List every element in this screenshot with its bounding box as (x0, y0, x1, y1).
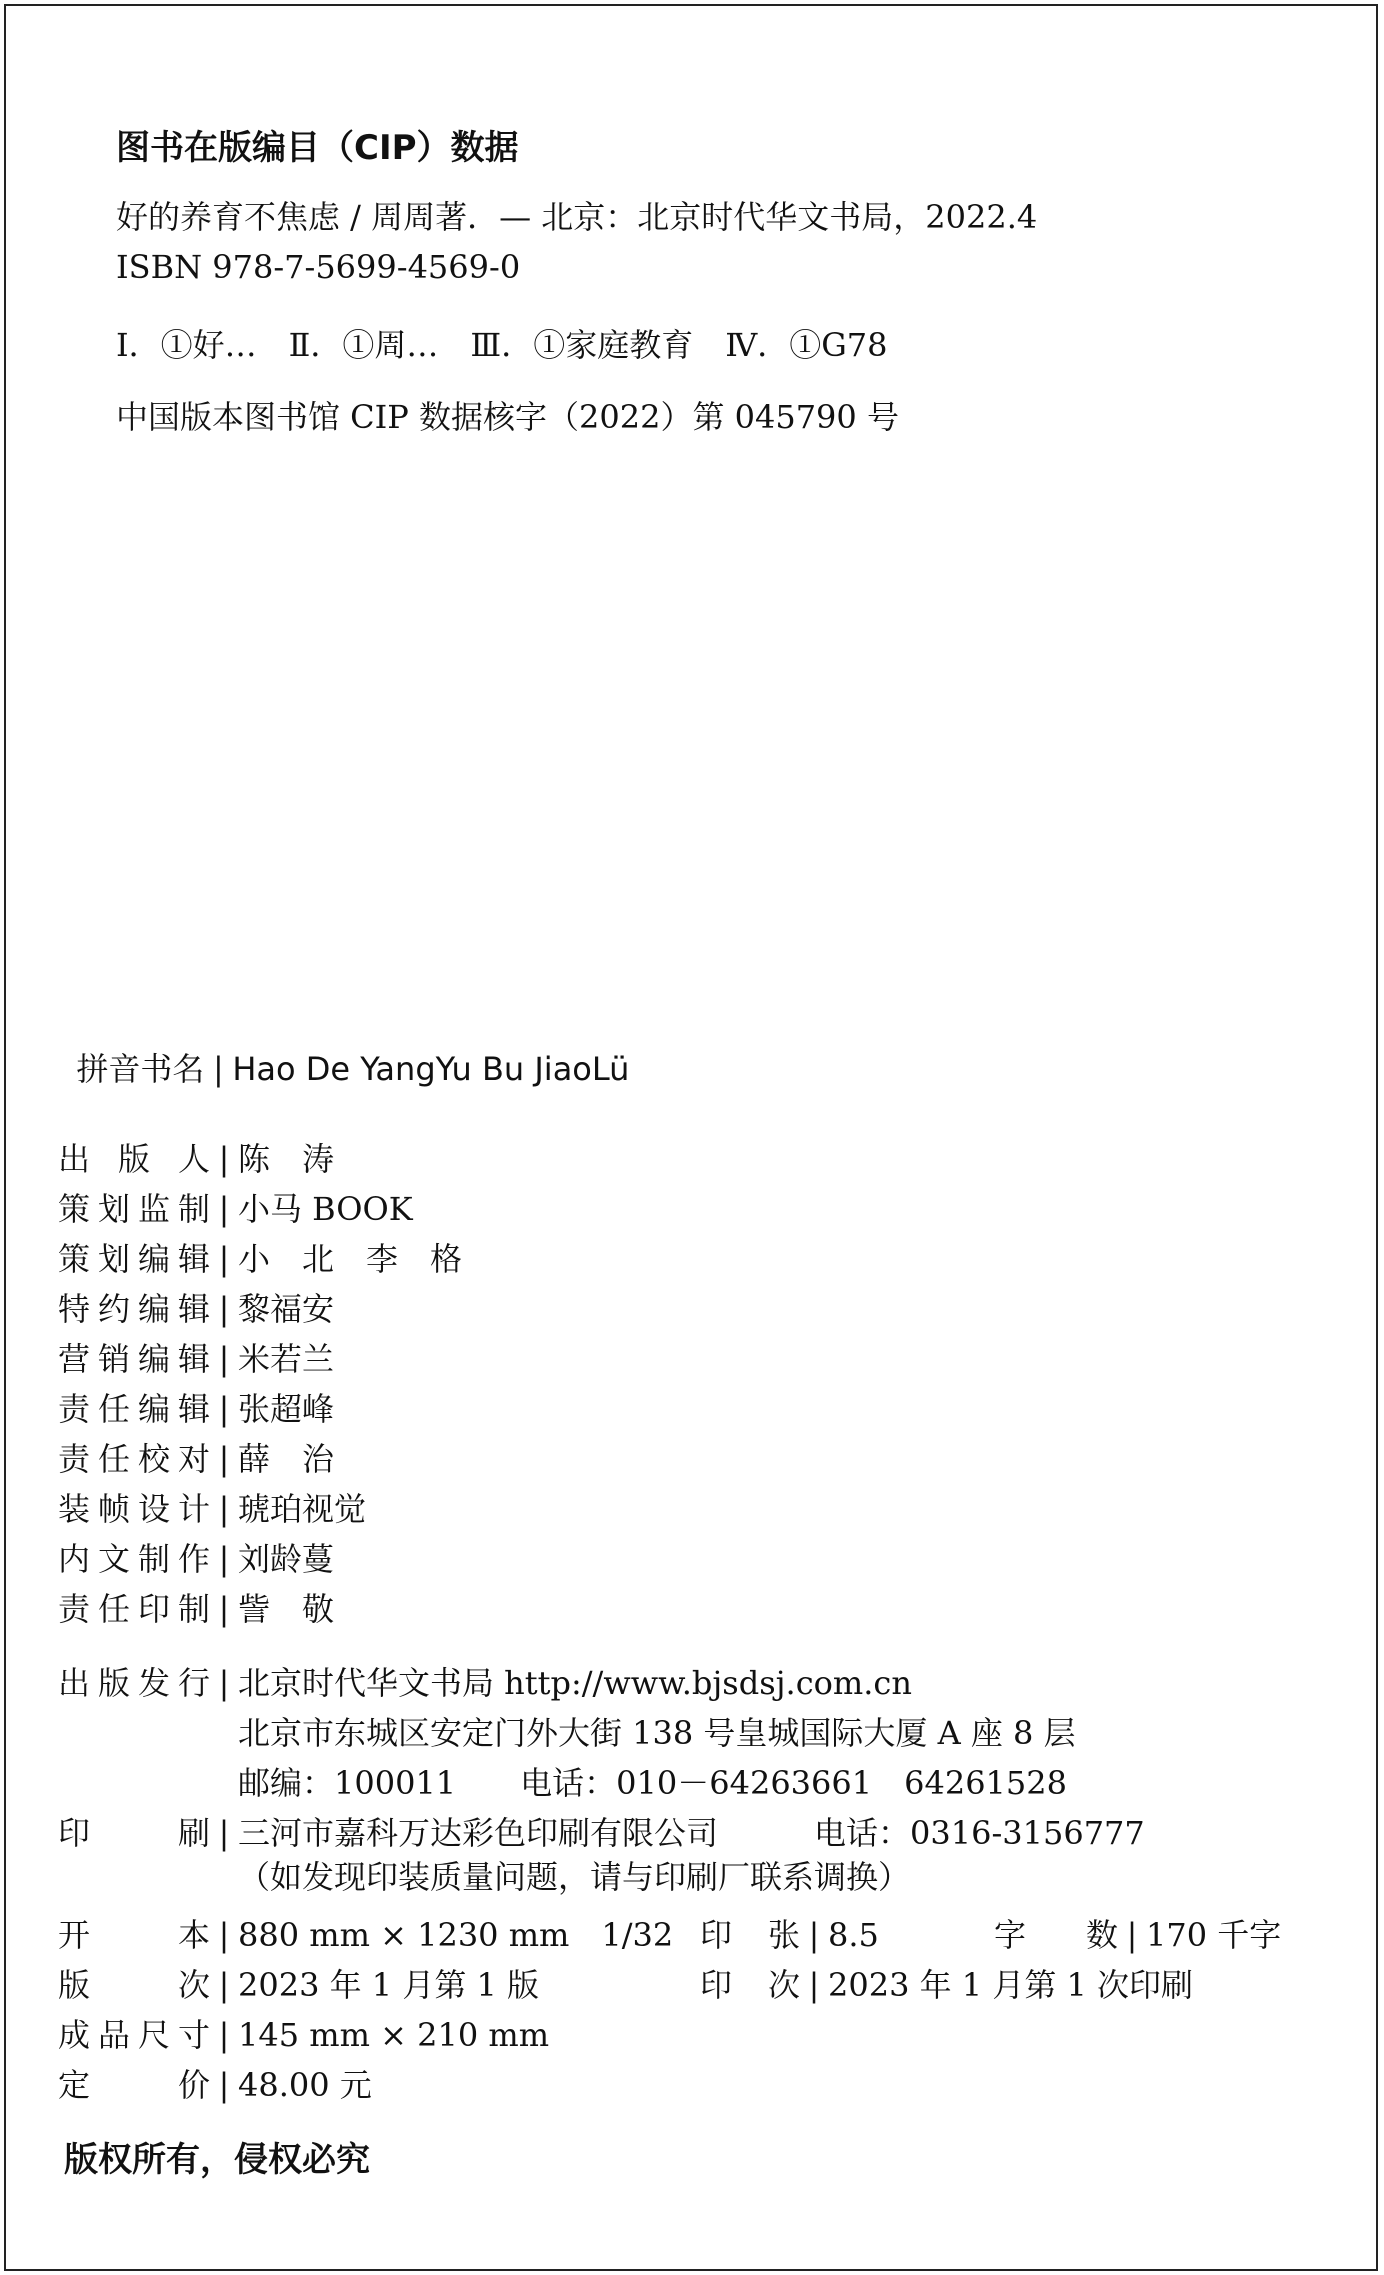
printer-line-1: 三河市嘉科万达彩色印刷有限公司 电话：0316-3156777 (238, 1814, 1145, 1852)
printer-row (58, 1808, 1145, 1854)
words-label: 字数 (994, 1916, 1118, 1954)
pinyin-value: Hao De YangYu Bu JiaoLü (232, 1050, 630, 1088)
publisher-line-1: 北京时代华文书局 http://www.bjsdsj.com.cn (238, 1664, 912, 1702)
separator: | (218, 1916, 230, 1954)
printer-label: 印刷 (58, 1814, 210, 1852)
credit-row (58, 1284, 334, 1330)
credit-label: 特约编辑 (58, 1290, 210, 1328)
credit-row (58, 1434, 334, 1480)
separator: | (218, 1590, 230, 1628)
credit-row (58, 1384, 334, 1430)
pinyin-label: 拼音书名 (76, 1050, 205, 1088)
format-value: 880 mm × 1230 mm 1/32 (238, 1916, 674, 1954)
separator: | (218, 1814, 230, 1852)
spec-row-words (994, 1910, 1281, 1956)
credit-label: 内文制作 (58, 1540, 210, 1578)
credit-label: 装帧设计 (58, 1490, 210, 1528)
separator: | (218, 2066, 230, 2104)
sheets-value: 8.5 (828, 1916, 879, 1954)
publisher-label: 出版发行 (58, 1664, 210, 1702)
credit-label: 责任校对 (58, 1440, 210, 1478)
separator: | (218, 2016, 230, 2054)
separator: | (218, 1190, 230, 1228)
size-label: 成品尺寸 (58, 2016, 210, 2054)
cip-classification: Ⅰ．①好… Ⅱ．①周… Ⅲ．①家庭教育 Ⅳ．①G78 (116, 326, 888, 364)
edition-value: 2023 年 1 月第 1 版 (238, 1966, 540, 2004)
credit-value: 小马 BOOK (238, 1190, 413, 1228)
impression-value: 2023 年 1 月第 1 次印刷 (828, 1966, 1194, 2004)
size-value: 145 mm × 210 mm (238, 2016, 550, 2054)
credit-value: 小 北 李 格 (238, 1240, 463, 1278)
separator: | (218, 1390, 230, 1428)
separator: | (218, 1290, 230, 1328)
edition-label: 版次 (58, 1966, 210, 2004)
credit-row (58, 1584, 334, 1630)
credit-value: 张超峰 (238, 1390, 335, 1428)
separator: | (218, 1664, 230, 1702)
credit-value: 琥珀视觉 (238, 1490, 367, 1528)
separator: | (218, 1440, 230, 1478)
credit-label: 责任印制 (58, 1590, 210, 1628)
credit-row (58, 1484, 366, 1530)
separator: | (218, 1490, 230, 1528)
cip-record-number: 中国版本图书馆 CIP 数据核字（2022）第 045790 号 (116, 398, 899, 436)
separator: | (808, 1966, 820, 2004)
credit-value: 訾 敬 (238, 1590, 335, 1628)
credit-value: 刘龄蔓 (238, 1540, 335, 1578)
credit-row (58, 1234, 462, 1280)
copyright-notice: 版权所有，侵权必究 (64, 2140, 370, 2180)
credit-value: 陈 涛 (238, 1140, 335, 1178)
cip-heading: 图书在版编目（CIP）数据 (116, 128, 519, 168)
format-label: 开本 (58, 1916, 210, 1954)
spec-row-sheets (700, 1910, 879, 1956)
publisher-row (58, 1658, 912, 1704)
credit-row (58, 1184, 413, 1230)
separator: | (218, 1140, 230, 1178)
spec-row-size (58, 2010, 549, 2056)
publisher-address: 北京市东城区安定门外大街 138 号皇城国际大厦 A 座 8 层 (238, 1714, 1076, 1752)
credit-row (58, 1134, 334, 1180)
cip-title-line: 好的养育不焦虑 / 周周著．— 北京：北京时代华文书局，2022.4 (116, 198, 1038, 236)
credit-value: 米若兰 (238, 1340, 335, 1378)
spec-row-impression (700, 1960, 1193, 2006)
separator: | (218, 1966, 230, 2004)
sheets-label: 印张 (700, 1916, 800, 1954)
price-label: 定价 (58, 2066, 210, 2104)
printer-note: （如发现印装质量问题，请与印刷厂联系调换） (238, 1858, 911, 1896)
credit-value: 黎福安 (238, 1290, 335, 1328)
words-value: 170 千字 (1146, 1916, 1282, 1954)
separator: | (218, 1340, 230, 1378)
credit-label: 营销编辑 (58, 1340, 210, 1378)
impression-label: 印次 (700, 1966, 800, 2004)
credit-row (58, 1534, 334, 1580)
credit-label: 责任编辑 (58, 1390, 210, 1428)
price-value: 48.00 元 (238, 2066, 372, 2104)
pinyin-title-row (56, 1006, 629, 1090)
spec-row-edition (58, 1960, 539, 2006)
spec-row-format (58, 1910, 673, 1956)
credit-label: 策划编辑 (58, 1240, 210, 1278)
separator: | (218, 1240, 230, 1278)
publisher-contact: 邮编：100011 电话：010－64263661 64261528 (238, 1764, 1067, 1802)
separator: | (808, 1916, 820, 1954)
separator: | (218, 1540, 230, 1578)
separator: | (1126, 1916, 1138, 1954)
credit-value: 薛 治 (238, 1440, 335, 1478)
spec-row-price (58, 2060, 372, 2106)
separator: | (212, 1050, 224, 1088)
credit-label: 出版人 (58, 1140, 210, 1178)
credit-label: 策划监制 (58, 1190, 210, 1228)
cip-isbn: ISBN 978-7-5699-4569-0 (116, 248, 521, 286)
credit-row (58, 1334, 334, 1380)
